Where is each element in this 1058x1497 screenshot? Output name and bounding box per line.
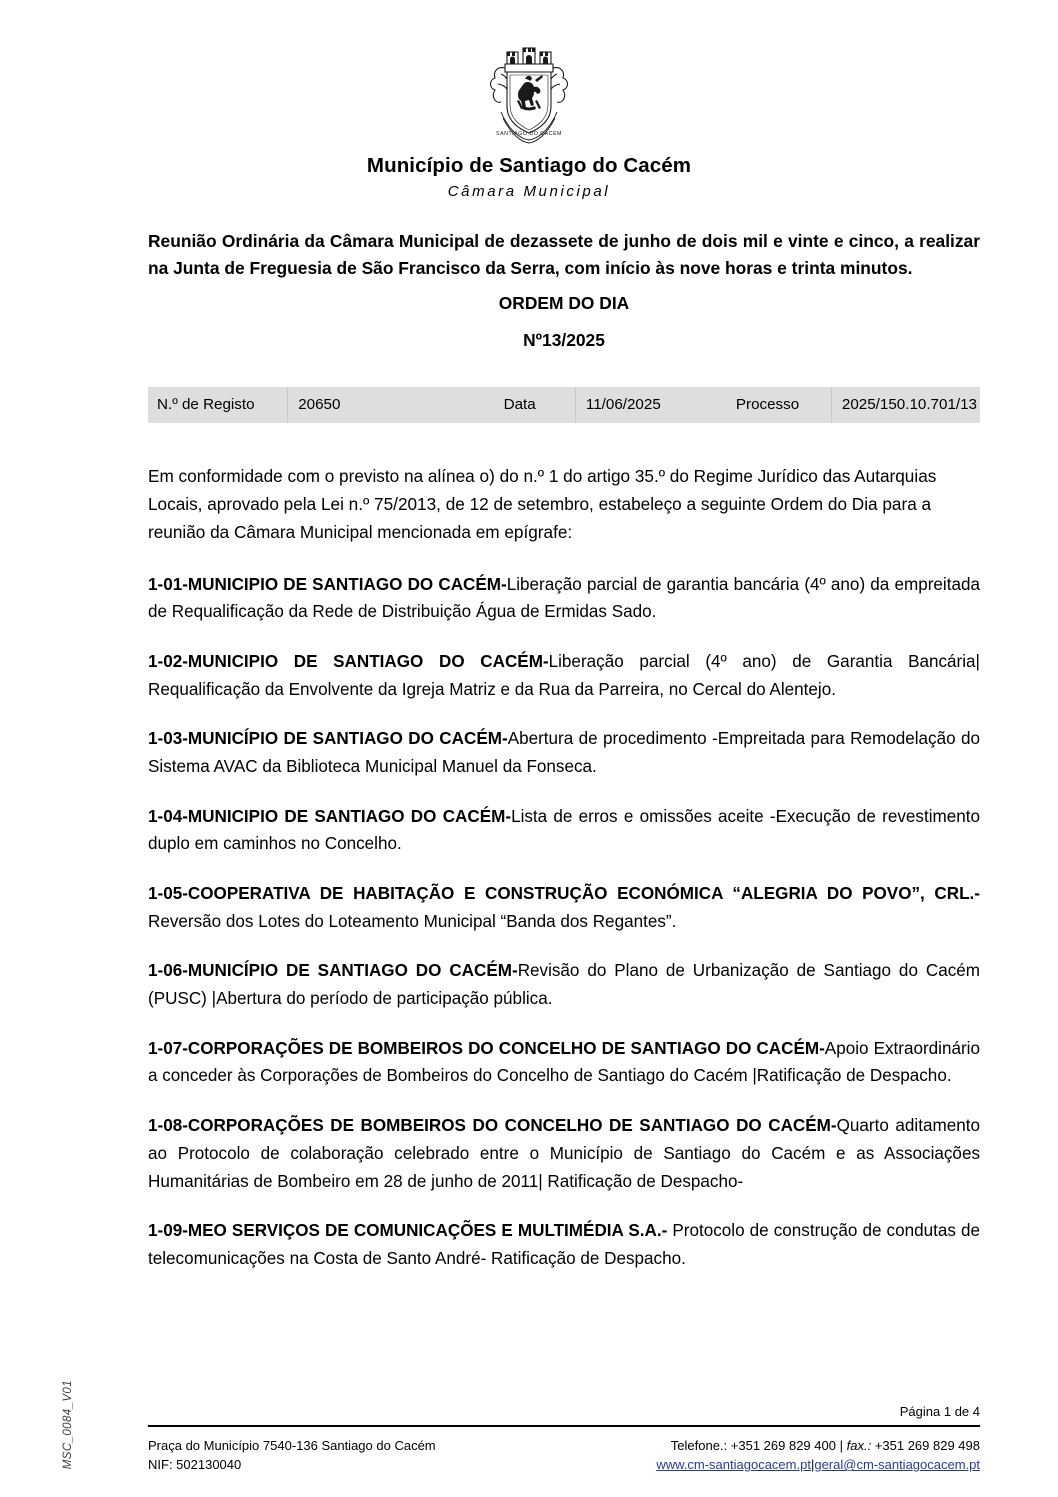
agenda-item-body: Quarto aditamento ao Protocolo de colaboração celebrado entre o Município de Santiago do Cacém e as Associações Humanitárias de Bombeiro em 28 de junho de 2011| Ratificação de Despacho- <box>148 1116 980 1191</box>
phone-label: Telefone.: <box>670 1438 728 1454</box>
agenda-item-subject: 1-03-MUNICÍPIO DE SANTIAGO DO CACÉM- <box>148 729 508 749</box>
agenda-item-subject: 1-07-CORPORAÇÕES DE BOMBEIROS DO CONCELHO DE SANTIAGO DO CACÉM- <box>148 1038 825 1058</box>
agenda-item-body: Reversão dos Lotes do Loteamento Municipal “Banda dos Regantes”. <box>148 911 677 931</box>
agenda-item-subject: 1-01-MUNICIPIO DE SANTIAGO DO CACÉM- <box>148 574 507 594</box>
agenda-item-body: Protocolo de construção de condutas de telecomunicações na Costa de Santo André- Ratificação de Despacho. <box>148 1221 981 1268</box>
fax-label: fax.: <box>846 1438 872 1454</box>
agenda-item-body: Apoio Extraordinário a conceder às Corporações de Bombeiros do Concelho de Santiago do Cacém |Ratificação de Despacho. <box>148 1038 980 1086</box>
crest-banner-text: SANTIAGO DO CACÉM <box>496 131 562 137</box>
document-code: MSC_0084_V01 <box>62 1379 74 1469</box>
organization-name: Município de Santiago do Cacém <box>366 154 692 177</box>
registry-number-value: 20650 <box>288 387 504 423</box>
footer-separator: | <box>810 1457 815 1473</box>
agenda-item <box>148 803 980 858</box>
agenda-item <box>148 1035 980 1090</box>
page-number: Página 1 de 4 <box>899 1404 980 1419</box>
website-link[interactable]: www.cm-santiagocacem.pt <box>656 1457 811 1473</box>
agenda-item-subject: 1-04-MUNICIPIO DE SANTIAGO DO CACÉM- <box>148 806 512 826</box>
footer-separator: | <box>839 1438 843 1454</box>
document-number: Nº13/2025 <box>523 329 605 350</box>
agenda-item <box>148 648 980 703</box>
registry-date-label: Data <box>504 387 576 423</box>
agenda-item <box>148 1112 980 1195</box>
agenda-item-body: Lista de erros e omissões aceite -Execução de revestimento duplo em caminhos no Concelho. <box>148 806 980 854</box>
coat-of-arms-icon <box>481 34 577 146</box>
agenda-item-subject: 1-08-CORPORAÇÕES DE BOMBEIROS DO CONCELHO DE SANTIAGO DO CACÉM- <box>148 1116 837 1136</box>
document-footer <box>148 1437 980 1475</box>
document-kind: ORDEM DO DIA <box>498 292 630 313</box>
agenda-item <box>148 571 980 626</box>
registry-process-value: 2025/150.10.701/13 <box>831 387 980 423</box>
fax-number: +351 269 829 498 <box>874 1438 980 1454</box>
phone-number: +351 269 829 400 <box>730 1438 836 1454</box>
table-row <box>148 387 980 423</box>
footer-phone-line <box>656 1437 980 1456</box>
agenda-item-body: Revisão do Plano de Urbanização de Santiago do Cacém (PUSC) |Abertura do período de participação pública. <box>148 961 980 1009</box>
registry-table <box>148 387 980 423</box>
agenda-item-body: Liberação parcial (4º ano) de Garantia Bancária| Requalificação da Envolvente da Igreja Matriz e da Rua da Parreira, no Cercal do Alentejo. <box>148 651 980 699</box>
footer-divider <box>148 1425 980 1427</box>
registry-date-value: 11/06/2025 <box>575 387 735 423</box>
footer-contacts <box>656 1437 980 1475</box>
footer-address-line2: NIF: 502130040 <box>148 1457 242 1473</box>
email-link[interactable]: geral@cm-santiagocacem.pt <box>814 1457 980 1473</box>
agenda-item <box>148 880 980 935</box>
agenda-item-body: Liberação parcial de garantia bancária (4º ano) da empreitada de Requalificação da Rede de Distribuição Água de Ermidas Sado. <box>148 574 980 622</box>
footer-address <box>148 1437 436 1475</box>
agenda-item-body: Abertura de procedimento -Empreitada para Remodelação do Sistema AVAC da Biblioteca Municipal Manuel da Fonseca. <box>148 729 981 776</box>
agenda-item-subject: 1-09-MEO SERVIÇOS DE COMUNICAÇÕES E MULTIMÉDIA S.A.- <box>148 1221 668 1241</box>
registry-number-label: N.º de Registo <box>148 387 288 423</box>
agenda-item-subject: 1-05-COOPERATIVA DE HABITAÇÃO E CONSTRUÇÃO ECONÓMICA “ALEGRIA DO POVO”, CRL.- <box>148 884 980 904</box>
agenda-list <box>148 571 980 1273</box>
document-header <box>0 0 1058 201</box>
intro-paragraph: Em conformidade com o previsto na alínea o) do n.º 1 do artigo 35.º do Regime Jurídico das Autarquias Locais, aprovado pela Lei n.º 75/2013, de 12 de setembro, estabeleço a seguinte Ordem do Dia para a reunião da Câmara Municipal mencionada em epígrafe: <box>148 465 937 542</box>
document-body <box>148 228 980 1295</box>
organization-subtitle: Câmara Municipal <box>447 182 611 200</box>
agenda-item <box>148 1217 980 1272</box>
agenda-item <box>148 725 980 780</box>
footer-address-line1: Praça do Município 7540-136 Santiago do Cacém <box>148 1438 436 1454</box>
agenda-item-subject: 1-06-MUNICÍPIO DE SANTIAGO DO CACÉM- <box>148 961 518 981</box>
agenda-item-subject: 1-02-MUNICIPIO DE SANTIAGO DO CACÉM- <box>148 651 549 671</box>
meeting-title: Reunião Ordinária da Câmara Municipal de dezassete de junho de dois mil e vinte e cinco, a realizar na Junta de Freguesia de São Francisco da Serra, com início às nove horas e trinta minutos. <box>148 231 980 278</box>
footer-web-line <box>656 1456 980 1475</box>
agenda-item <box>148 957 980 1012</box>
registry-process-label: Processo <box>736 387 832 423</box>
